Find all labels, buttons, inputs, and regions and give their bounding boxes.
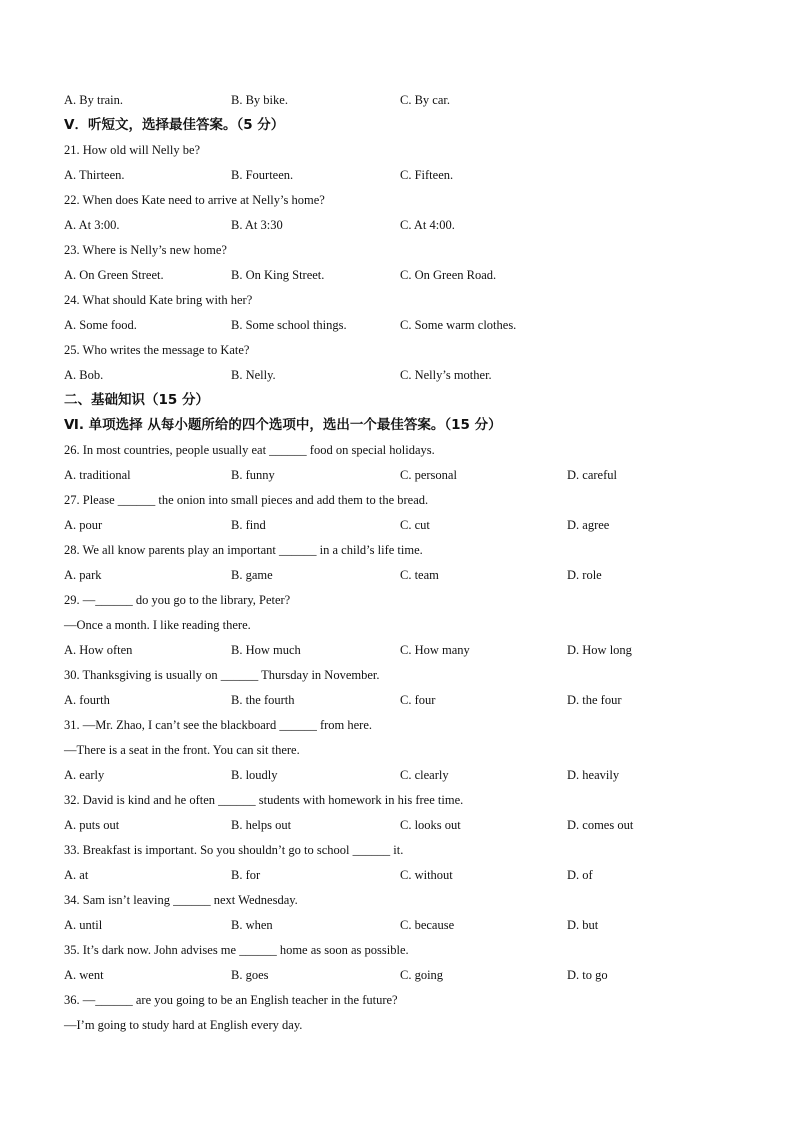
option-c: C. because <box>400 918 455 932</box>
option-b: B. Fourteen. <box>231 168 294 182</box>
question-31: 31. —Mr. Zhao, I can’t see the blackboard ______ from here. <box>64 718 373 732</box>
option-c: C. At 4:00. <box>400 218 455 232</box>
option-b: B. At 3:30 <box>231 218 283 232</box>
option-b: B. On King Street. <box>231 268 325 282</box>
option-c: C. four <box>400 693 436 707</box>
option-c: C. Fifteen. <box>400 168 454 182</box>
option-c: C. Some warm clothes. <box>400 318 517 332</box>
option-b: B. find <box>231 518 266 532</box>
option-b: B. loudly <box>231 768 278 782</box>
option-d: D. careful <box>567 468 617 482</box>
question-30-options <box>64 688 754 713</box>
option-a: A. By train. <box>64 93 124 107</box>
question-24-options <box>64 313 754 338</box>
option-c: C. going <box>400 968 444 982</box>
option-d: D. role <box>567 568 602 582</box>
option-a: A. puts out <box>64 818 120 832</box>
question-29: 29. —______ do you go to the library, Peter? <box>64 593 291 607</box>
option-a: A. On Green Street. <box>64 268 164 282</box>
part-2-title: 二、基础知识（15 分） <box>64 392 209 408</box>
question-26: 26. In most countries, people usually eat ______ food on special holidays. <box>64 443 435 457</box>
option-c: C. without <box>400 868 453 882</box>
option-b: B. How much <box>231 643 301 657</box>
question-22: 22. When does Kate need to arrive at Nelly’s home? <box>64 193 325 207</box>
question-34: 34. Sam isn’t leaving ______ next Wednesday. <box>64 893 298 907</box>
option-a: A. fourth <box>64 693 110 707</box>
section-5-title: Ⅴ．听短文，选择最佳答案。（5 分） <box>64 117 285 133</box>
option-b: B. funny <box>231 468 275 482</box>
question-30: 30. Thanksgiving is usually on ______ Thursday in November. <box>64 668 380 682</box>
option-a: A. How often <box>64 643 133 657</box>
option-d: D. of <box>567 868 593 882</box>
option-b: B. helps out <box>231 818 292 832</box>
option-a: A. at <box>64 868 89 882</box>
question-36: 36. —______ are you going to be an English teacher in the future? <box>64 993 398 1007</box>
question-27: 27. Please ______ the onion into small pieces and add them to the bread. <box>64 493 429 507</box>
question-26-options <box>64 463 754 488</box>
option-d: D. How long <box>567 643 632 657</box>
option-d: D. the four <box>567 693 622 707</box>
question-34-options <box>64 913 754 938</box>
question-35: 35. It’s dark now. John advises me ______ home as soon as possible. <box>64 943 409 957</box>
question-25-options <box>64 363 754 388</box>
option-b: B. for <box>231 868 261 882</box>
question-28-options <box>64 563 754 588</box>
question-33: 33. Breakfast is important. So you shouldn’t go to school ______ it. <box>64 843 404 857</box>
option-d: D. agree <box>567 518 610 532</box>
option-c: C. How many <box>400 643 470 657</box>
option-b: B. the fourth <box>231 693 295 707</box>
question-21: 21. How old will Nelly be? <box>64 143 201 157</box>
option-c: C. personal <box>400 468 457 482</box>
option-a: A. Some food. <box>64 318 137 332</box>
exam-page <box>64 88 754 1038</box>
question-35-options <box>64 963 754 988</box>
question-29-options <box>64 638 754 663</box>
option-a: A. early <box>64 768 105 782</box>
question-21-options <box>64 163 754 188</box>
option-a: A. At 3:00. <box>64 218 120 232</box>
question-31-options <box>64 763 754 788</box>
question-29-reply: —Once a month. I like reading there. <box>64 618 251 632</box>
prev-question-options <box>64 88 754 113</box>
option-d: D. heavily <box>567 768 620 782</box>
option-b: B. By bike. <box>231 93 288 107</box>
question-33-options <box>64 863 754 888</box>
question-24: 24. What should Kate bring with her? <box>64 293 253 307</box>
option-d: D. to go <box>567 968 608 982</box>
option-d: D. comes out <box>567 818 634 832</box>
question-22-options <box>64 213 754 238</box>
option-a: A. park <box>64 568 102 582</box>
option-b: B. Nelly. <box>231 368 276 382</box>
option-a: A. Thirteen. <box>64 168 125 182</box>
option-c: C. clearly <box>400 768 449 782</box>
question-36-reply: —I’m going to study hard at English every day. <box>64 1018 303 1032</box>
option-a: A. pour <box>64 518 103 532</box>
option-b: B. game <box>231 568 273 582</box>
option-d: D. but <box>567 918 599 932</box>
question-23-options <box>64 263 754 288</box>
option-c: C. On Green Road. <box>400 268 497 282</box>
question-32-options <box>64 813 754 838</box>
option-a: A. until <box>64 918 103 932</box>
option-c: C. By car. <box>400 93 450 107</box>
option-c: C. Nelly’s mother. <box>400 368 492 382</box>
option-a: A. Bob. <box>64 368 104 382</box>
option-a: A. traditional <box>64 468 131 482</box>
question-31-reply: —There is a seat in the front. You can sit there. <box>64 743 300 757</box>
option-b: B. Some school things. <box>231 318 347 332</box>
option-b: B. goes <box>231 968 269 982</box>
question-27-options <box>64 513 754 538</box>
option-c: C. cut <box>400 518 430 532</box>
section-6-title: Ⅵ. 单项选择 从每小题所给的四个选项中，选出一个最佳答案。（15 分） <box>64 417 502 433</box>
question-32: 32. David is kind and he often ______ students with homework in his free time. <box>64 793 464 807</box>
question-25: 25. Who writes the message to Kate? <box>64 343 250 357</box>
option-a: A. went <box>64 968 104 982</box>
question-23: 23. Where is Nelly’s new home? <box>64 243 227 257</box>
question-28: 28. We all know parents play an important ______ in a child’s life time. <box>64 543 423 557</box>
option-c: C. team <box>400 568 439 582</box>
option-c: C. looks out <box>400 818 461 832</box>
option-b: B. when <box>231 918 273 932</box>
